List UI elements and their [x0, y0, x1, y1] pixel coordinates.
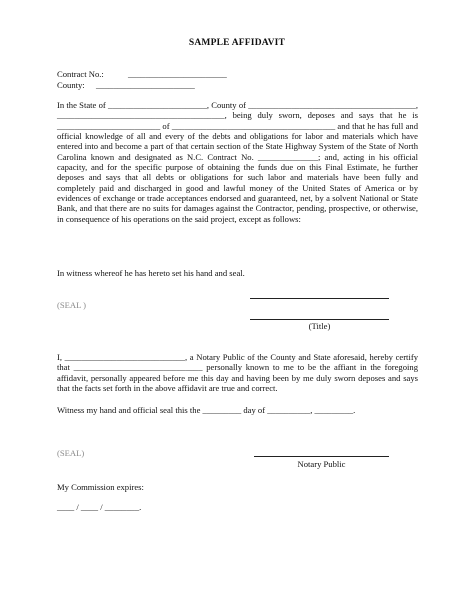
notary-witness-line: Witness my hand and official seal this the _________ day of __________, _________.: [57, 405, 356, 415]
notary-signature-line: [254, 456, 389, 457]
commission-date-blank: ____ / ____ / ________.: [57, 502, 142, 512]
affiant-signature-line: [250, 298, 389, 299]
contract-no-blank: _______________________: [128, 69, 227, 79]
affiant-title-line: [250, 319, 389, 320]
seal-mark-notary: (SEAL): [57, 448, 85, 458]
county-label: County:: [57, 80, 85, 90]
notary-public-caption: Notary Public: [297, 459, 346, 469]
county-blank: _______________________: [96, 80, 195, 90]
witness-statement: In witness whereof he has hereto set his hand and seal.: [57, 268, 245, 278]
affidavit-body-paragraph: In the State of _______________________, County of _______________________________________, _______________________________________, being duly sworn, deposes and says that he is ________________________ of ______________________________________ and that he has full and official knowledge of all and every of the debts and obligations for labor and materials which have entered into and become a part of that certain section of the State Highway System of the State of North Carolina known and designated as N.C. Contract No. ______________; and, acting in his official capacity, and for the specific purpose of obtaining the funds due on this Final Estimate, he further deposes and says that all debts or obligations for such labor and materials have been fully and completely paid and discharged in good and lawful money of the United States of America or by evidences of exchange or trade acceptances endorsed and guaranteed, net, by a solvent National or State Bank, and that there are no suits for damages against the Contractor, pending, prospective, or otherwise, in consequence of his operations on the said project, except as follows:: [57, 100, 418, 224]
commission-expires-label: My Commission expires:: [57, 482, 144, 492]
seal-mark-affiant: (SEAL ): [57, 300, 87, 310]
document-title: SAMPLE AFFIDAVIT: [188, 38, 286, 48]
title-caption: (Title): [308, 321, 331, 331]
contract-no-label: Contract No.:: [57, 69, 104, 79]
notary-certification-paragraph: I, ____________________________, a Notary Public of the County and State aforesaid, hereby certify that ______________________________ personally known to me to be the affiant in the foregoing affidavit, personally appeared before me this day and having been by me duly sworn deposes and says that the facts set forth in the above affidavit are true and correct.: [57, 352, 418, 394]
